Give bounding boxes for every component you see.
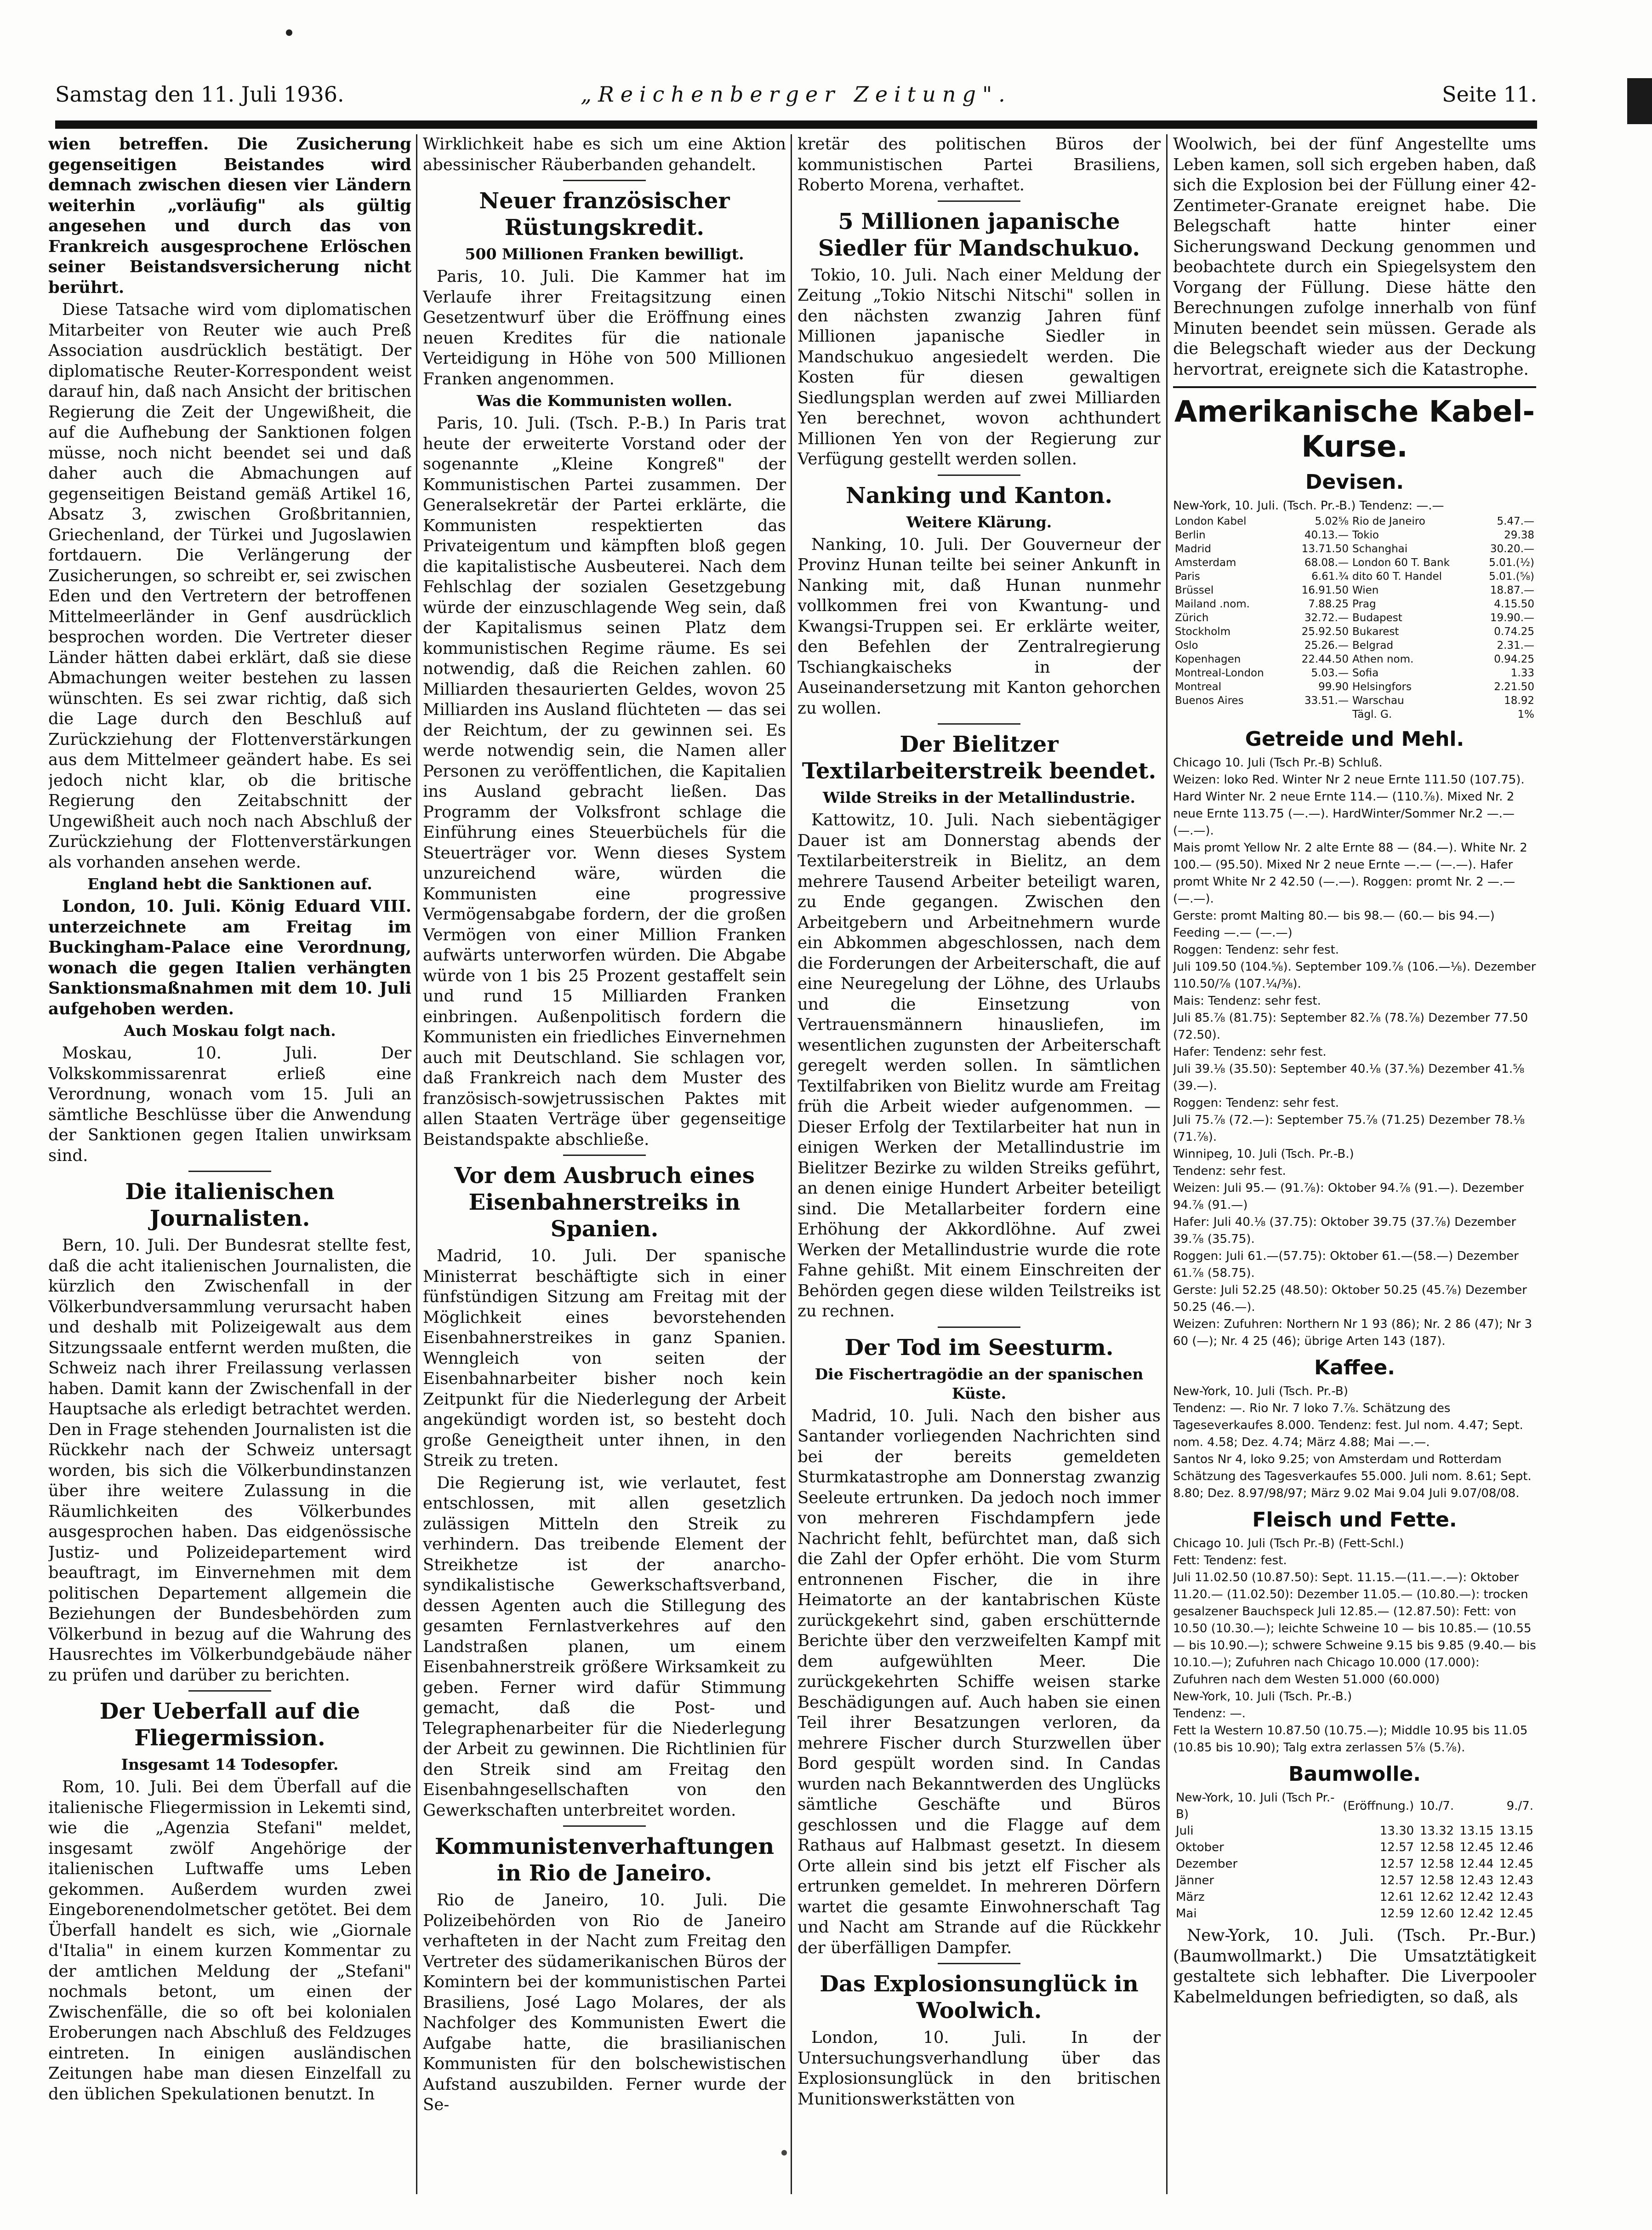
devisen-cell: Buenos Aires: [1175, 695, 1244, 707]
article-text: London, 10. Juli. König Eduard VIII. unterzeichnete am Freitag im Buckingham-Palace eine Verordnung, wonach die gegen Italien verhängten Sanktionsmaßnahmen mit dem 10. Juli aufgehoben werden.: [48, 897, 411, 1018]
article-text: kretär des politischen Büros der kommunistischen Partei Brasiliens, Roberto Morena, verhaftet.: [798, 135, 1161, 194]
devisen-cell: 25.92.50: [1301, 626, 1349, 638]
devisen-cell: Kopenhagen: [1175, 653, 1241, 665]
article-headline: Das Explosionsunglück in Woolwich.: [820, 1971, 1139, 2024]
baumwolle-header-cell: 9./7.: [1506, 1799, 1533, 1813]
getreide-line: Juli 109.50 (104.⅝). September 109.⅞ (106.—⅛). Dezember 110.50/⅞ (107.¼/⅜).: [1173, 960, 1536, 991]
devisen-cell: 5.01.(½): [1489, 557, 1534, 569]
devisen-cell: Tokio: [1352, 529, 1379, 541]
article-text: Madrid, 10. Juli. Nach den bisher aus Santander vorliegenden Nachrichten sind bei der bereits gemeldeten Sturmkatastrophe am Donnerstag zwanzig Seeleute ertrunken. Da jedoch noch immer von mehreren Fischdampfern jede Nachricht fehlt, befürchtet man, daß sich die Zahl der Opfer erhöht. Die vom Sturm entronnenen Fischer, die in ihre Heimatorte an der kantabrischen Küste zurückgekehrt sind, gaben erschütternde Berichte über den verzweifelten Kampf mit dem aufgewühlten Meer. Die zurückgekehrten Schiffe weisen starke Beschädigungen auf. Auch haben sie einen Teil ihrer Besatzungen verloren, da mehrere Fischer durch Sturzwellen über Bord gespült worden sind. In Candas wurden nach Bekanntwerden des Unglücks sämtliche Geschäfte und Büros geschlossen und die Flagge auf dem Rathaus auf Halbmast gesetzt. In diesem Orte allein sind bis jetzt elf Fischer als ertrunken gemeldet. In mehreren Dörfern wartet die gesamte Einwohnerschaft Tag und Nacht am Strande auf die Rückkehr der überfälligen Dampfer.: [798, 1406, 1161, 1957]
article-subheadline: Wilde Streiks in der Metallindustrie.: [822, 789, 1136, 806]
devisen-cell: Bukarest: [1352, 626, 1399, 638]
baumwolle-row: [1173, 1823, 1536, 1839]
devisen-cell: London 60 T. Bank: [1352, 557, 1450, 569]
devisen-cell: 68.08.—: [1304, 557, 1349, 569]
fleisch-line: Juli 11.02.50 (10.87.50): Sept. 11.15.—(11.—.—): Oktober 11.20.— (11.02.50): Dezember 11.05.— (10.80.—): trocken gesalzener Bauchspeck Juli 12.85.— (12.87.50): Fett: von 10.50 (10.30.—); leichte Schweine 10 — bis 10.85.— (10.55 — bis 10.90.—); schwere Schweine 9.15 bis 9.85 (9.40.— bis 10.10.—); Zufuhren nach Chicago 10.000 (17.000): Zufuhren nach dem Westen 51.000 (60.000): [1173, 1571, 1536, 1687]
separator: [938, 1327, 1020, 1328]
devisen-cell: Athen nom.: [1352, 653, 1414, 665]
column-3: [798, 134, 1161, 2203]
article-text: Paris, 10. Juli. Die Kammer hat im Verlaufe ihrer Freitagsitzung einen Gesetzentwurf über die Eröffnung eines neuen Kredites für die nationale Verteidigung in Höhe von 500 Millionen Franken angenommen.: [423, 267, 786, 389]
ink-edge-mark: [1627, 78, 1652, 124]
baumwolle-header-row: [1173, 1790, 1536, 1823]
fleisch-line: Fett: Tendenz: fest.: [1173, 1554, 1287, 1567]
devisen-cell: Sofia: [1352, 667, 1379, 679]
baumwolle-cell: 13.30: [1379, 1824, 1414, 1838]
column-divider: [416, 134, 417, 2194]
masthead-page: Seite 11.: [1442, 82, 1537, 107]
devisen-cell: 2.21.50: [1494, 681, 1534, 693]
devisen-cell: Oslo: [1175, 640, 1198, 652]
article-headline: Auch Moskau folgt nach.: [124, 1022, 336, 1040]
getreide-line: Mais promt Yellow Nr. 2 alte Ernte 88 — (84.—). White Nr. 2 100.— (95.50). Mixed Nr 2 neue Ernte —.— (—.—). Hafer promt White Nr 2 42.50 (—.—). Roggen: promt Nr. 2 —.— (—.—).: [1173, 841, 1527, 906]
devisen-table: [1173, 515, 1536, 721]
getreide-line: Weizen: loko Red. Winter Nr 2 neue Ernte 111.50 (107.75). Hard Winter Nr. 2 neue Ernte 114.— (110.⅞). Mixed Nr. 2 neue Ernte 113.75 (—.—). HardWinter/Sommer Nr.2 —.— (—.—).: [1173, 773, 1525, 838]
baumwolle-cell: 12.57: [1379, 1857, 1414, 1871]
baumwolle-cell: 12.43: [1499, 1890, 1533, 1904]
kaffee-block: [1173, 1383, 1536, 1502]
kaffee-title: Kaffee.: [1314, 1356, 1395, 1379]
devisen-cell: Zürich: [1175, 612, 1209, 624]
devisen-cell: 0.74.25: [1494, 626, 1534, 638]
separator: [188, 1171, 271, 1172]
baumwolle-cell: 12.59: [1379, 1907, 1414, 1921]
article-text: wien betreffen. Die Zusicherung gegenseitigen Beistandes wird demnach zwischen diesen vier Ländern weiterhin „vorläufig" als gültig angesehen und durch das von Frankreich ausgesprochene Erlöschen seiner Beistandsversicherung nicht berührt.: [48, 135, 411, 297]
masthead-date: Samstag den 11. Juli 1936.: [55, 82, 344, 107]
article-subheadline: Die Fischertragödie an der spanischen Küste.: [815, 1365, 1144, 1402]
devisen-cell: 5.02⅝: [1315, 515, 1349, 527]
devisen-title: Devisen.: [1305, 470, 1404, 494]
baumwolle-cell: Oktober: [1176, 1841, 1224, 1854]
getreide-line: Hafer: Tendenz: sehr fest.: [1173, 1045, 1327, 1059]
article-text: Woolwich, bei der fünf Angestellte ums Leben kamen, soll sich ergeben haben, daß sich die Explosion bei der Füllung einer 42-Zentimeter-Granate ereignet habe. Die Belegschaft hatte hinter einer Sicherungswand Deckung genommen und beobachtete durch ein Spiegelsystem den Vorgang der Füllung. Diese hätte den Berechnungen zufolge innerhalb von fünf Minuten beendet sein müssen. Gerade als die Belegschaft wieder aus der Deckung hervortrat, ereignete sich die Katastrophe.: [1173, 135, 1536, 379]
devisen-cell: Stockholm: [1175, 626, 1231, 638]
devisen-cell: Schanghai: [1352, 543, 1408, 555]
article-text: Tokio, 10. Juli. Nach einer Meldung der Zeitung „Tokio Nitschi Nitschi" sollen in den nächsten zwanzig Jahren fünf Millionen japanische Siedler in Mandschukuo angesiedelt werden. Die Kosten für diesen gewaltigen Siedlungsplan werden auf zwei Milliarden Yen berechnet, wovon achthundert Millionen Yen von der Regierung zur Verfügung gestellt werden sollen.: [798, 265, 1161, 469]
ink-dot: [781, 2150, 787, 2156]
article-headline: Kommunistenverhaftungen in Rio de Janeiro.: [434, 1834, 775, 1886]
getreide-block: [1173, 755, 1536, 1350]
getreide-line: Roggen: Juli 61.—(57.75): Oktober 61.—(58.—) Dezember 61.⅞ (58.75).: [1173, 1249, 1519, 1280]
baumwolle-cell: 12.61: [1379, 1890, 1414, 1904]
baumwolle-cell: Jänner: [1176, 1874, 1214, 1887]
devisen-cell: 2.31.—: [1497, 640, 1534, 652]
devisen-cell: 5.01.(⅝): [1489, 571, 1534, 583]
article-headline: Nanking und Kanton.: [845, 482, 1113, 509]
kaffee-line: Santos Nr 4, loko 9.25; von Amsterdam und Rotterdam Schätzung des Tagesverkaufes 55.000. Juli nom. 8.61; Sept. 8.80; Dez. 8.97/98/97; März 9.02 Mai 9.04 Juli 9.07/08/08.: [1173, 1452, 1532, 1500]
column-1: [48, 134, 411, 2203]
getreide-line: Mais: Tendenz: sehr fest.: [1173, 994, 1321, 1008]
getreide-line: Weizen: Zufuhren: Northern Nr 1 93 (86); Nr. 2 86 (47); Nr 3 60 (—); Nr. 4 25 (46); übrige Arten 143 (187).: [1173, 1317, 1532, 1348]
baumwolle-cell: 12.45: [1499, 1907, 1533, 1921]
devisen-row: [1173, 556, 1536, 570]
devisen-row: [1173, 625, 1536, 639]
devisen-cell: 25.26.—: [1304, 640, 1349, 652]
devisen-cell: Brüssel: [1175, 584, 1214, 596]
devisen-cell: 0.94.25: [1494, 653, 1534, 665]
separator: [563, 1825, 646, 1827]
baumwolle-cell: 12.62: [1419, 1890, 1454, 1904]
baumwolle-cell: 12.42: [1459, 1907, 1494, 1921]
separator: [938, 475, 1020, 476]
devisen-cell: 40.13.—: [1304, 529, 1349, 541]
baumwolle-cell: 12.58: [1419, 1874, 1454, 1887]
devisen-cell: Berlin: [1175, 529, 1206, 541]
separator: [938, 200, 1020, 202]
baumwolle-header-cell: (Eröffnung.): [1343, 1799, 1414, 1813]
fleisch-line: Fett la Western 10.87.50 (10.75.—); Middle 10.95 bis 11.05 (10.85 bis 10.90); Talg extra zerlassen 5⅞ (5.⅞).: [1173, 1724, 1528, 1755]
devisen-cell: Belgrad: [1352, 640, 1394, 652]
kaffee-line: Tendenz: —. Rio Nr. 7 loko 7.⅞. Schätzung des Tageseverkaufes 8.000. Tendenz: fest. Jul nom. 4.47; Sept. nom. 4.58; Dez. 4.74; März 4.88; Mai —.—.: [1173, 1401, 1523, 1449]
devisen-row: [1173, 611, 1536, 625]
devisen-cell: Helsingfors: [1352, 681, 1412, 693]
devisen-row: [1173, 694, 1536, 708]
devisen-row: [1173, 515, 1536, 528]
devisen-cell: Amsterdam: [1175, 557, 1236, 569]
baumwolle-cell: 12.58: [1419, 1841, 1454, 1854]
devisen-cell: 18.92: [1504, 695, 1534, 707]
column-4: [1173, 134, 1536, 2203]
devisen-cell: [1287, 708, 1350, 721]
article-headline: Neuer französischer Rüstungskredit.: [479, 188, 730, 240]
separator: [1173, 386, 1536, 388]
separator: [563, 180, 646, 181]
baumwolle-cell: 12.45: [1459, 1841, 1494, 1854]
baumwolle-cell: 12.58: [1419, 1857, 1454, 1871]
baumwolle-cell: Dezember: [1176, 1857, 1238, 1871]
getreide-line: Juli 39.⅛ (35.50): September 40.⅛ (37.⅝) Dezember 41.⅝ (39.—).: [1173, 1062, 1525, 1093]
devisen-row: [1173, 583, 1536, 597]
devisen-cell: Budapest: [1352, 612, 1402, 624]
devisen-cell: 16.91.50: [1301, 584, 1349, 596]
baumwolle-cell: 12.60: [1419, 1907, 1454, 1921]
devisen-cell: 29.38: [1504, 529, 1534, 541]
baumwolle-cell: 12.43: [1459, 1874, 1494, 1887]
article-headline: Der Ueberfall auf die Fliegermission.: [99, 1698, 360, 1751]
article-text: Nanking, 10. Juli. Der Gouverneur der Provinz Hunan teilte bei seiner Ankunft in Nanking mit, daß Hunan nunmehr vollkommen frei von Kwantung- und Kwangsi-Truppen sei. Er erklärte weiter, den Befehlen der Zentralregierung Tschiangkaischeks in der Auseinandersetzung mit Kanton gehorchen zu wollen.: [798, 535, 1161, 718]
article-headline: Was die Kommunisten wollen.: [476, 392, 733, 410]
article-headline: Vor dem Ausbruch eines Eisenbahnerstreiks in Spanien.: [454, 1163, 755, 1242]
baumwolle-cell: 12.46: [1499, 1841, 1533, 1854]
fleisch-line: New-York, 10. Juli (Tsch. Pr.-B.): [1173, 1690, 1352, 1704]
fleisch-line: Tendenz: —.: [1173, 1707, 1246, 1721]
column-2: [423, 134, 786, 2203]
article-text: London, 10. Juli. In der Untersuchungsverhandlung über das Explosionsunglück in den britischen Munitionswerkstätten von: [798, 2028, 1161, 2109]
article-text: Kattowitz, 10. Juli. Nach siebentägiger Dauer ist am Donnerstag abends der Textilarbeiterstreik in Bielitz, an dem mehrere Tausend Arbeiter beteiligt waren, zu Ende gegangen. Zwischen den Arbeitgebern und Arbeitnehmern wurde ein Abkommen abgeschlossen, nach dem die Forderungen der Arbeiterschaft, die auf eine Neuregelung der Löhne, des Urlaubs und die Einsetzung von Vertrauensmännern hinausliefen, im wesentlichen zugunsten der Arbeiterschaft geregelt werden sollen. In sämtlichen Textilfabriken von Bielitz wurde am Freitag früh die Arbeit wieder aufgenommen. — Dieser Erfolg der Textilarbeiter hat nun in einigen Werken der Metallindustrie im Bielitzer Bezirke zu wilden Streiks geführt, an denen einige Hundert Arbeiter beteiligt sind. Die Metallarbeiter fordern eine Erhöhung der Akkordlöhne. Auf zwei Werken der Metallindustrie wurde die rote Fahne gehißt. Mit einem Einschreiten der Behörden gegen diese wilden Teilstreiks ist zu rechnen.: [798, 811, 1161, 1321]
column-divider: [791, 134, 792, 2194]
baumwolle-cell: 12.43: [1499, 1874, 1533, 1887]
baumwolle-row: [1173, 1905, 1536, 1922]
baumwolle-cell: 13.15: [1499, 1824, 1533, 1838]
baumwolle-cell: 12.57: [1379, 1841, 1414, 1854]
devisen-cell: Montreal: [1175, 681, 1222, 693]
devisen-row: [1173, 570, 1536, 583]
devisen-cell: dito 60 T. Handel: [1352, 571, 1442, 583]
baumwolle-cell: 12.42: [1459, 1890, 1494, 1904]
ink-dot: [286, 29, 292, 36]
devisen-cell: 7.88.25: [1308, 598, 1349, 610]
devisen-cell: 4.15.50: [1494, 598, 1534, 610]
devisen-cell: 1.33: [1510, 667, 1534, 679]
devisen-row: [1173, 708, 1536, 721]
devisen-cell: Warschau: [1352, 695, 1404, 707]
getreide-line: Juli 75.⅞ (72.—): September 75.⅞ (71.25) Dezember 78.⅛ (71.⅞).: [1173, 1113, 1525, 1144]
article-text: Wirklichkeit habe es sich um eine Aktion abessinischer Räuberbanden gehandelt.: [423, 135, 786, 174]
getreide-line: Hafer: Juli 40.⅛ (37.75): Oktober 39.75 (37.⅞) Dezember 39.⅞ (35.75).: [1173, 1215, 1516, 1246]
baumwolle-cell: Juli: [1176, 1824, 1194, 1838]
baumwolle-table: [1173, 1790, 1536, 1922]
devisen-row: [1173, 680, 1536, 694]
devisen-head: New-York, 10. Juli. (Tsch. Pr.-B.) Tendenz: —.—: [1173, 499, 1444, 513]
getreide-line: Weizen: Juli 95.— (91.⅞): Oktober 94.⅞ (91.—). Dezember 94.⅞ (91.—): [1173, 1181, 1524, 1212]
devisen-cell: Madrid: [1175, 543, 1211, 555]
devisen-cell: Prag: [1352, 598, 1376, 610]
baumwolle-header-cell: 10./7.: [1419, 1799, 1454, 1813]
devisen-cell: Wien: [1352, 584, 1379, 596]
article-text: Rio de Janeiro, 10. Juli. Die Polizeibehörden von Rio de Janeiro verhafteten in der Nacht zum Freitag den Vertreter des südamerikanischen Büros der Komintern bei der kommunistischen Partei Brasiliens, José Lago Molares, der als Nachfolger des Kommunisten Ewert die Aufgabe hatte, die brasilianischen Kommunisten für den bolschewistischen Aufstand auszubilden. Ferner wurde der Se-: [423, 1891, 786, 2114]
fleisch-line: Chicago 10. Juli (Tsch Pr.-B) (Fett-Schl.): [1173, 1537, 1404, 1550]
article-text: Moskau, 10. Juli. Der Volkskommissarenrat erließ eine Verordnung, wonach vom 15. Juli an sämtliche Beschlüsse über die Anwendung der Sanktionen gegen Italien unwirksam sind.: [48, 1044, 411, 1165]
devisen-cell: 22.44.50: [1301, 653, 1349, 665]
devisen-cell: 13.71.50: [1301, 543, 1349, 555]
devisen-cell: Tägl. G.: [1352, 709, 1392, 720]
article-text: Die Regierung ist, wie verlautet, fest entschlossen, mit allen gesetzlich zulässigen Mitteln den Streik zu verhindern. Das treibende Element der Streikhetze ist der anarcho-syndikalistische Gewerkschaftsverband, dessen Agenten auch die Stillegung des gesamten Fernlastverkehres auf den Landstraßen planen, um einem Eisenbahnerstreik größere Wirksamkeit zu geben. Ferner wird dafür Stimmung gemacht, daß die Post- und Telegraphenarbeiter für die Niederlegung der Arbeit zu gewinnen. Die Richtlinien für den Streik sind am Freitag den Eisenbahngesellschaften von den Gewerkschaften unterbreitet worden.: [423, 1473, 786, 1820]
devisen-row: [1173, 652, 1536, 666]
baumwolle-cell: 12.44: [1459, 1857, 1494, 1871]
devisen-cell: 30.20.—: [1490, 543, 1534, 555]
getreide-line: Gerste: promt Malting 80.— bis 98.— (60.— bis 94.—) Feeding —.— (—.—): [1173, 909, 1495, 940]
devisen-row: [1173, 528, 1536, 542]
getreide-title: Getreide und Mehl.: [1245, 727, 1464, 751]
baumwolle-cell: 13.15: [1459, 1824, 1494, 1838]
baumwolle-header-cell: New-York, 10. Juli (Tsch Pr.-B): [1176, 1791, 1335, 1821]
baumwolle-row: [1173, 1839, 1536, 1856]
devisen-cell: 32.72.—: [1304, 612, 1349, 624]
devisen-cell: 19.90.—: [1490, 612, 1534, 624]
devisen-cell: 1%: [1517, 709, 1534, 720]
fleisch-block: [1173, 1535, 1536, 1756]
baumwolle-cell: 12.57: [1379, 1874, 1414, 1887]
article-headline: Die italienischen Journalisten.: [125, 1179, 335, 1231]
getreide-line: Gerste: Juli 52.25 (48.50): Oktober 50.25 (45.⅞) Dezember 50.25 (46.—).: [1173, 1283, 1527, 1314]
article-headline: England hebt die Sanktionen auf.: [87, 875, 372, 893]
getreide-line: Roggen: Tendenz: sehr fest.: [1173, 943, 1339, 957]
devisen-cell: Paris: [1175, 571, 1200, 583]
baumwolle-row: [1173, 1889, 1536, 1905]
separator: [938, 1963, 1020, 1964]
article-text: Rom, 10. Juli. Bei dem Überfall auf die italienische Fliegermission in Lekemti sind, wie die „Agenzia Stefani" meldet, insgesamt zwölf Angehörige der italienischen Luftwaffe ums Leben gekommen. Außerdem wurden zwei Eingeborenendolmetscher getötet. Bei dem Überfall handelt es sich, wie „Giornale d'Italia" in einem kurzen Kommentar zu der amtlichen Meldung der „Stefani" nochmals betont, um einen der Zwischenfälle, die so oft bei kolonialen Eroberungen nach Abschluß des Feldzuges eintreten. In einigen ausländischen Zeitungen habe man diesen Einzelfall zu den üblichen Spekulationen benutzt. In: [48, 1778, 411, 2104]
devisen-cell: 5.47.—: [1497, 515, 1534, 527]
separator: [563, 1155, 646, 1156]
devisen-cell: 5.03.—: [1311, 667, 1349, 679]
market-title: Amerikanische Kabel-Kurse.: [1174, 395, 1535, 464]
baumwolle-header-cell: [1457, 1790, 1496, 1823]
article-text: Bern, 10. Juli. Der Bundesrat stellte fest, daß die acht italienischen Journalisten, die kürzlich den Zwischenfall in der Völkerbundversammlung verursacht haben und deshalb mit Polizeigewalt aus dem Sitzungssaale entfernt werden mußten, die Schweiz nach ihrer Freilassung verlassen haben. Damit kann der Zwischenfall in der Hauptsache als erledigt betrachtet werden. Den in Frage stehenden Journalisten ist die Rückkehr nach der Schweiz untersagt worden, bis sich die Völkerbundinstanzen über ihre weitere Zulassung in die Räumlichkeiten des Völkerbundes ausgesprochen haben. Das eidgenössische Justiz- und Polizeidepartement wird beauftragt, im Einvernehmen mit dem politischen Departement allgemein die Beziehungen der Bundesbehörden zum Völkerbund in bezug auf die Wahrung des Hausrechtes im Völkerbundgebäude näher zu prüfen und darüber zu berichten.: [48, 1236, 411, 1685]
devisen-cell: Rio de Janeiro: [1352, 515, 1425, 527]
getreide-line: Chicago 10. Juli (Tsch Pr.-B) Schluß.: [1173, 756, 1383, 770]
article-text: Diese Tatsache wird vom diplomatischen Mitarbeiter von Reuter wie auch Preß Association ausdrücklich bestätigt. Der diplomatische Reuter-Korrespondent weist darauf hin, daß nach Ansicht der britischen Regierung die Zeit der Ungewißheit, die auf die Aufhebung der Sanktionen folgen müsse, noch nicht beendet sei und daß daher auch die Abmachungen auf gegenseitigen Beistand gemäß Artikel 16, Absatz 3, zwischen Großbritannien, Griechenland, der Türkei und Jugoslawien fortdauern. Die Verlängerung der Zusicherungen, so schreibt er, sei zwischen Eden und den Vertretern der betroffenen Mittelmeerländer in Genf ausdrücklich besprochen worden. Die Vertreter dieser Länder hätten dabei erklärt, daß sie diese Abmachungen weiter bestehen zu lassen wünschten. Es sei zwar richtig, daß sich die Lage durch den Beschluß auf Zurückziehung der Flottenverstärkungen aus dem Mittelmeer geändert habe. Es sei jedoch nicht klar, ob die britische Regierung den Zeitabschnitt der Ungewißheit auch noch nach Abschluß der Zurückziehung der Flottenverstärkungen als vorhanden ansehen werde.: [48, 300, 411, 872]
kaffee-line: New-York, 10. Juli (Tsch. Pr.-B): [1173, 1384, 1348, 1398]
getreide-line: Winnipeg, 10. Juli (Tsch. Pr.-B.): [1173, 1147, 1354, 1161]
getreide-line: Roggen: Tendenz: sehr fest.: [1173, 1096, 1339, 1110]
article-text: Madrid, 10. Juli. Der spanische Ministerrat beschäftigte sich in einer fünfstündigen Sitzung am Freitag mit der Möglichkeit eines bevorstehenden Eisenbahnerstreikes in ganz Spanien. Wenngleich von seiten der Eisenbahnarbeiter bisher noch kein Zeitpunkt für die Niederlegung der Arbeit angekündigt worden ist, so besteht doch große Geneigtheit unter ihnen, in den Streik zu treten.: [423, 1247, 786, 1470]
article-subheadline: 500 Millionen Franken bewilligt.: [465, 245, 744, 263]
baumwolle-cell: 13.32: [1419, 1824, 1454, 1838]
devisen-row: [1173, 597, 1536, 611]
article-headline: Der Bielitzer Textilarbeiterstreik beendet.: [802, 732, 1156, 784]
masthead-rule: [55, 120, 1537, 129]
devisen-cell: [1173, 708, 1287, 721]
devisen-cell: 6.61.¾: [1311, 571, 1349, 583]
article-text: New-York, 10. Juli. (Tsch. Pr.-Bur.) (Baumwollmarkt.) Die Umsatztätigkeit gestaltete sich lebhafter. Die Liverpooler Kabelmeldungen befriedigten, so daß, als: [1173, 1926, 1536, 2007]
column-divider: [1166, 134, 1168, 2194]
devisen-cell: Mailand .nom.: [1175, 598, 1250, 610]
separator: [188, 1690, 271, 1692]
article-subheadline: Insgesamt 14 Todesopfer.: [121, 1755, 339, 1773]
devisen-cell: Montreal-London: [1175, 667, 1264, 679]
getreide-line: Juli 85.⅞ (81.75): September 82.⅞ (78.⅞) Dezember 77.50 (72.50).: [1173, 1011, 1528, 1042]
devisen-cell: 33.51.—: [1304, 695, 1349, 707]
article-headline: 5 Millionen japanische Siedler für Mandschukuo.: [818, 208, 1140, 261]
article-headline: Der Tod im Seesturm.: [844, 1334, 1114, 1361]
baumwolle-cell: 12.45: [1499, 1857, 1533, 1871]
baumwolle-title: Baumwolle.: [1288, 1762, 1421, 1786]
devisen-row: [1173, 542, 1536, 556]
article-subheadline: Weitere Klärung.: [906, 513, 1052, 531]
getreide-line: Tendenz: sehr fest.: [1173, 1164, 1286, 1178]
baumwolle-cell: Mai: [1176, 1907, 1197, 1921]
separator: [938, 723, 1020, 725]
devisen-cell: London Kabel: [1175, 515, 1247, 527]
devisen-row: [1173, 639, 1536, 652]
masthead-title: „Reichenberger Zeitung".: [581, 82, 1012, 107]
devisen-row: [1173, 666, 1536, 680]
baumwolle-cell: März: [1176, 1890, 1205, 1904]
fleisch-title: Fleisch und Fette.: [1252, 1508, 1457, 1532]
devisen-cell: 99.90: [1318, 681, 1349, 693]
devisen-cell: 18.87.—: [1490, 584, 1534, 596]
masthead: [55, 82, 1537, 114]
article-text: Paris, 10. Juli. (Tsch. P.-B.) In Paris trat heute der erweiterte Vorstand oder der sogenannte „Kleine Kongreß" der Kommunistischen Partei zusammen. Der Generalsekretär der Partei erklärte, die Kommunisten respektierten das Privateigentum und kämpften bloß gegen die kapitalistische Ausbeuterei. Nach dem Fehlschlag der sozialen Gesetzgebung würde der einzuschlagende Weg sein, daß der Kapitalismus seinen Platz dem kommunistischen Regime räume. Es sei notwendig, daß die Reichen zahlen. 60 Milliarden thesaurierten Geldes, wovon 25 Milliarden ins Ausland flüchteten — das sei der Reichtum, der zu gewinnen sei. Es werde notwendig sein, die Namen aller Personen zu veröffentlichen, die Kapitalien ins Ausland gebracht ließen. Das Programm der Volksfront schlage die Einführung eines Steuerbüchels für die Steuerträger vor. Wenn dieses System unzureichend wäre, würden die Kommunisten eine progressive Vermögensabgabe fordern, der die großen Vermögen von einer Million Franken aufwärts unterworfen würden. Die Abgabe würde von 1 bis 25 Prozent gestaffelt sein und rund 15 Milliarden Franken einbringen. Außenpolitisch fordern die Kommunisten ein friedliches Einvernehmen auch mit Deutschland. Sie schlagen vor, daß Frankreich nach dem Muster des französisch-sowjetrussischen Paktes mit allen Staaten Verträge über gegenseitige Beistandspakte abschließe.: [423, 414, 786, 1149]
baumwolle-row: [1173, 1856, 1536, 1872]
baumwolle-row: [1173, 1872, 1536, 1889]
